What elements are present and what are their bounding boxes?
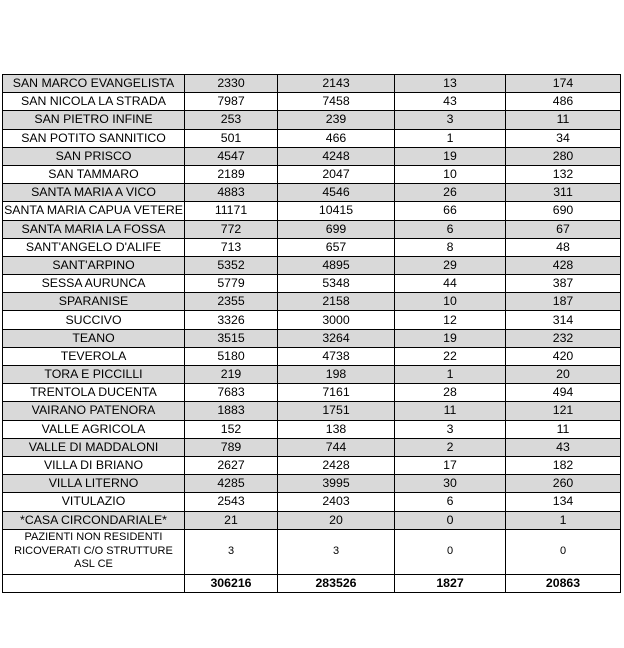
value-cell: 2355 [185,293,278,311]
municipality-cell: SANTA MARIA LA FOSSA [3,220,185,238]
municipality-cell: SAN POTITO SANNITICO [3,129,185,147]
table-row [3,329,621,347]
value-cell: 182 [506,456,621,474]
value-cell: 5352 [185,256,278,274]
municipality-cell: SESSA AURUNCA [3,275,185,293]
value-cell: 314 [506,311,621,329]
municipality-cell: VILLA DI BRIANO [3,456,185,474]
table-row [3,529,621,574]
total-value-cell: 20863 [506,574,621,592]
total-row [3,574,621,592]
value-cell: 7458 [278,93,395,111]
value-cell: 3 [185,529,278,574]
value-cell: 428 [506,256,621,274]
value-cell: 1 [395,129,506,147]
value-cell: 713 [185,238,278,256]
value-cell: 6 [395,220,506,238]
municipality-cell: SANTA MARIA CAPUA VETERE [3,202,185,220]
value-cell: 4248 [278,147,395,165]
value-cell: 6 [395,493,506,511]
value-cell: 1883 [185,402,278,420]
value-cell: 501 [185,129,278,147]
table-row [3,275,621,293]
municipality-cell: TEANO [3,329,185,347]
value-cell: 219 [185,366,278,384]
value-cell: 11 [395,402,506,420]
value-cell: 0 [395,511,506,529]
value-cell: 3000 [278,311,395,329]
value-cell: 11 [506,420,621,438]
table-row [3,311,621,329]
value-cell: 7987 [185,93,278,111]
table-row [3,93,621,111]
value-cell: 5779 [185,275,278,293]
value-cell: 34 [506,129,621,147]
value-cell: 4895 [278,256,395,274]
municipality-cell: VALLE DI MADDALONI [3,438,185,456]
table-row [3,147,621,165]
value-cell: 4883 [185,184,278,202]
value-cell: 11 [506,111,621,129]
value-cell: 3326 [185,311,278,329]
value-cell: 2330 [185,75,278,93]
value-cell: 4285 [185,475,278,493]
value-cell: 138 [278,420,395,438]
value-cell: 2428 [278,456,395,474]
value-cell: 253 [185,111,278,129]
value-cell: 2543 [185,493,278,511]
value-cell: 10 [395,293,506,311]
table-row [3,475,621,493]
value-cell: 30 [395,475,506,493]
value-cell: 134 [506,493,621,511]
value-cell: 1 [506,511,621,529]
municipality-cell: VITULAZIO [3,493,185,511]
value-cell: 772 [185,220,278,238]
value-cell: 789 [185,438,278,456]
value-cell: 20 [278,511,395,529]
value-cell: 29 [395,256,506,274]
value-cell: 3 [278,529,395,574]
municipality-cell: SANT'ARPINO [3,256,185,274]
value-cell: 744 [278,438,395,456]
value-cell: 43 [506,438,621,456]
value-cell: 1 [395,366,506,384]
value-cell: 21 [185,511,278,529]
value-cell: 8 [395,238,506,256]
value-cell: 2158 [278,293,395,311]
table-row [3,75,621,93]
value-cell: 22 [395,347,506,365]
municipality-cell: SUCCIVO [3,311,185,329]
municipality-cell: SAN MARCO EVANGELISTA [3,75,185,93]
value-cell: 48 [506,238,621,256]
municipality-cell: TRENTOLA DUCENTA [3,384,185,402]
municipality-cell: SAN PIETRO INFINE [3,111,185,129]
municipality-cell: PAZIENTI NON RESIDENTI RICOVERATI C/O STRUTTURE ASL CE [3,529,185,574]
table-row [3,202,621,220]
value-cell: 10 [395,165,506,183]
table-row [3,256,621,274]
total-value-cell: 306216 [185,574,278,592]
municipality-cell: SAN PRISCO [3,147,185,165]
municipality-cell: TORA E PICCILLI [3,366,185,384]
value-cell: 2403 [278,493,395,511]
total-value-cell: 1827 [395,574,506,592]
value-cell: 19 [395,147,506,165]
table-row [3,402,621,420]
value-cell: 121 [506,402,621,420]
municipality-cell: SAN NICOLA LA STRADA [3,93,185,111]
table-row [3,420,621,438]
value-cell: 657 [278,238,395,256]
value-cell: 3 [395,111,506,129]
value-cell: 44 [395,275,506,293]
value-cell: 311 [506,184,621,202]
table-row [3,511,621,529]
value-cell: 19 [395,329,506,347]
value-cell: 3 [395,420,506,438]
value-cell: 5348 [278,275,395,293]
value-cell: 26 [395,184,506,202]
value-cell: 699 [278,220,395,238]
value-cell: 3995 [278,475,395,493]
value-cell: 1751 [278,402,395,420]
value-cell: 2189 [185,165,278,183]
value-cell: 2047 [278,165,395,183]
table-row [3,366,621,384]
table-body [3,75,621,593]
value-cell: 486 [506,93,621,111]
value-cell: 43 [395,93,506,111]
value-cell: 66 [395,202,506,220]
municipality-cell: SANT'ANGELO D'ALIFE [3,238,185,256]
table-row [3,184,621,202]
table-row [3,165,621,183]
municipality-cell: VILLA LITERNO [3,475,185,493]
value-cell: 12 [395,311,506,329]
data-table [2,74,621,593]
municipality-cell: SAN TAMMARO [3,165,185,183]
value-cell: 4547 [185,147,278,165]
value-cell: 0 [506,529,621,574]
total-value-cell: 283526 [278,574,395,592]
table-row [3,238,621,256]
value-cell: 3264 [278,329,395,347]
table-row [3,347,621,365]
value-cell: 152 [185,420,278,438]
value-cell: 174 [506,75,621,93]
table-row [3,220,621,238]
total-label-cell [3,574,185,592]
value-cell: 28 [395,384,506,402]
table-row [3,493,621,511]
municipality-cell: SPARANISE [3,293,185,311]
value-cell: 0 [395,529,506,574]
value-cell: 7683 [185,384,278,402]
value-cell: 2627 [185,456,278,474]
municipality-cell: TEVEROLA [3,347,185,365]
value-cell: 20 [506,366,621,384]
value-cell: 466 [278,129,395,147]
value-cell: 5180 [185,347,278,365]
table-row [3,384,621,402]
value-cell: 2 [395,438,506,456]
value-cell: 239 [278,111,395,129]
value-cell: 4546 [278,184,395,202]
value-cell: 387 [506,275,621,293]
value-cell: 690 [506,202,621,220]
table-row [3,111,621,129]
value-cell: 187 [506,293,621,311]
value-cell: 4738 [278,347,395,365]
municipality-cell: *CASA CIRCONDARIALE* [3,511,185,529]
value-cell: 13 [395,75,506,93]
table-row [3,129,621,147]
value-cell: 260 [506,475,621,493]
municipality-cell: VAIRANO PATENORA [3,402,185,420]
value-cell: 232 [506,329,621,347]
value-cell: 494 [506,384,621,402]
value-cell: 17 [395,456,506,474]
municipality-cell: SANTA MARIA A VICO [3,184,185,202]
value-cell: 67 [506,220,621,238]
value-cell: 2143 [278,75,395,93]
table-row [3,456,621,474]
table-row [3,438,621,456]
value-cell: 10415 [278,202,395,220]
table-row [3,293,621,311]
value-cell: 3515 [185,329,278,347]
value-cell: 198 [278,366,395,384]
municipality-cell: VALLE AGRICOLA [3,420,185,438]
value-cell: 7161 [278,384,395,402]
value-cell: 11171 [185,202,278,220]
value-cell: 280 [506,147,621,165]
value-cell: 132 [506,165,621,183]
value-cell: 420 [506,347,621,365]
